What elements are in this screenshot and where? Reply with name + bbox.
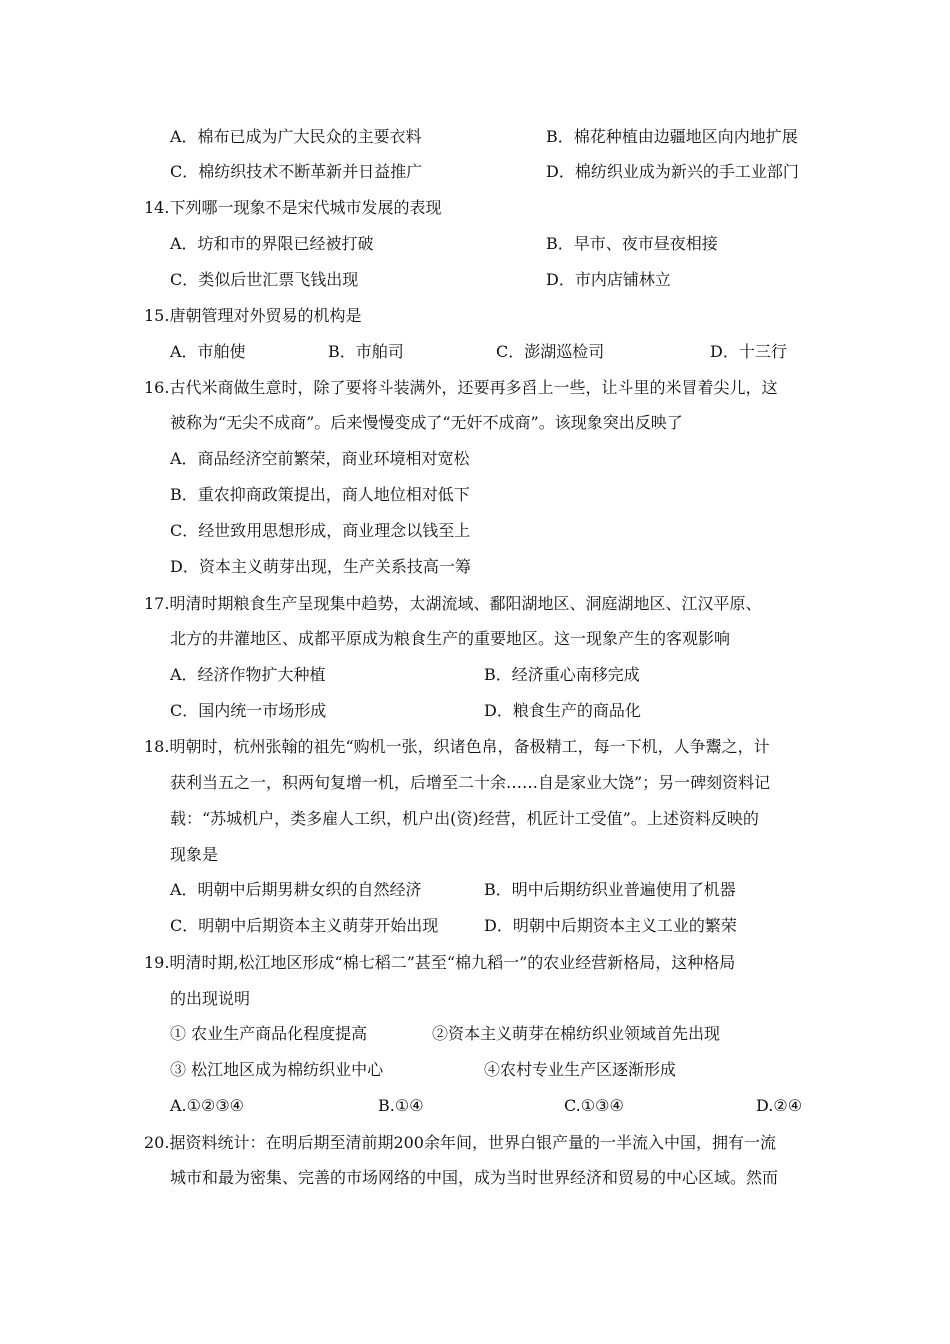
q14-option-c: C．类似后世汇票飞钱出现 <box>170 270 359 289</box>
q19-statement-3: ③ 松江地区成为棉纺织业中心 <box>170 1060 384 1079</box>
q19-option-a: A.①②③④ <box>170 1096 245 1115</box>
q17-stem-line-1: 17.明清时期粮食生产呈现集中趋势，太湖流域、鄱阳湖地区、洞庭湖地区、江汉平原、 <box>144 594 762 613</box>
q18-option-b: B．明中后期纺织业普遍使用了机器 <box>484 880 736 899</box>
q17-option-b: B．经济重心南移完成 <box>484 665 640 684</box>
q16-option-c: C．经世致用思想形成，商业理念以钱至上 <box>170 521 471 540</box>
q16-option-b: B．重农抑商政策提出，商人地位相对低下 <box>170 485 470 504</box>
q17-option-c: C．国内统一市场形成 <box>170 701 327 720</box>
q19-statement-4: ④农村专业生产区逐渐形成 <box>484 1060 677 1079</box>
q13-option-b: B．棉花种植由边疆地区向内地扩展 <box>546 127 798 146</box>
q13-option-d: D．棉纺织业成为新兴的手工业部门 <box>546 162 799 181</box>
q14-option-b: B．早市、夜市昼夜相接 <box>546 234 718 253</box>
q16-stem-line-2: 被称为“无尖不成商”。后来慢慢变成了“无奸不成商”。该现象突出反映了 <box>170 413 683 432</box>
q16-stem-line-1: 16.古代米商做生意时，除了要将斗装满外，还要再多舀上一些，让斗里的米冒着尖儿，这 <box>144 378 778 397</box>
q19-option-b: B.①④ <box>378 1096 424 1115</box>
q19-statement-2: ②资本主义萌芽在棉纺织业领域首先出现 <box>432 1024 721 1043</box>
q19-stem-line-1: 19.明清时期,松江地区形成“棉七稻二”甚至“棉九稻一”的农业经营新格局，这种格局 <box>144 953 736 972</box>
q16-option-d: D．资本主义萌芽出现，生产关系技高一筹 <box>170 557 471 576</box>
q20-stem-line-1: 20.据资料统计：在明后期至清前期200余年间，世界白银产量的一半流入中国，拥有一流 <box>144 1133 776 1152</box>
q20-stem-line-2: 城市和最为密集、完善的市场网络的中国，成为当时世界经济和贸易的中心区域。然而 <box>170 1168 779 1187</box>
q13-option-c: C．棉纺织技术不断革新并日益推广 <box>170 162 423 181</box>
q13-option-a: A．棉布已成为广大民众的主要衣料 <box>170 127 422 146</box>
q18-stem-line-3: 载：“苏城机户，类多雇人工织，机户出(资)经营，机匠计工受值”。上述资料反映的 <box>170 809 759 828</box>
q14-option-a: A．坊和市的界限已经被打破 <box>170 234 374 253</box>
q15-option-d: D．十三行 <box>710 342 787 361</box>
q15-option-c: C．澎湖巡检司 <box>496 342 605 361</box>
q19-stem-line-2: 的出现说明 <box>170 989 251 1008</box>
q19-option-c: C.①③④ <box>564 1096 624 1115</box>
q19-statement-1: ① 农业生产商品化程度提高 <box>170 1024 368 1043</box>
q15-option-a: A．市舶使 <box>170 342 246 361</box>
q18-stem-line-1: 18.明朝时，杭州张翰的祖先“购机一张，织诸色帛，备极精工，每一下机，人争鬻之，计 <box>144 737 770 756</box>
q18-option-d: D．明朝中后期资本主义工业的繁荣 <box>484 916 737 935</box>
q18-option-a: A．明朝中后期男耕女织的自然经济 <box>170 880 422 899</box>
q17-option-d: D．粮食生产的商品化 <box>484 701 641 720</box>
q16-option-a: A．商品经济空前繁荣，商业环境相对宽松 <box>170 449 470 468</box>
q18-stem-line-2: 获利当五之一，积两旬复增一机，后增至二十余……自是家业大饶”；另一碑刻资料记 <box>170 773 771 792</box>
q14-option-d: D．市内店铺林立 <box>546 270 671 289</box>
q15-option-b: B．市舶司 <box>328 342 404 361</box>
q14-stem: 14.下列哪一现象不是宋代城市发展的表现 <box>144 198 442 217</box>
q18-option-c: C．明朝中后期资本主义萌芽开始出现 <box>170 916 439 935</box>
q15-stem: 15.唐朝管理对外贸易的机构是 <box>144 306 362 325</box>
q19-option-d: D.②④ <box>756 1096 803 1115</box>
q17-stem-line-2: 北方的井灌地区、成都平原成为粮食生产的重要地区。这一现象产生的客观影响 <box>170 629 731 648</box>
q17-option-a: A．经济作物扩大种植 <box>170 665 326 684</box>
q18-stem-line-4: 现象是 <box>170 845 219 864</box>
